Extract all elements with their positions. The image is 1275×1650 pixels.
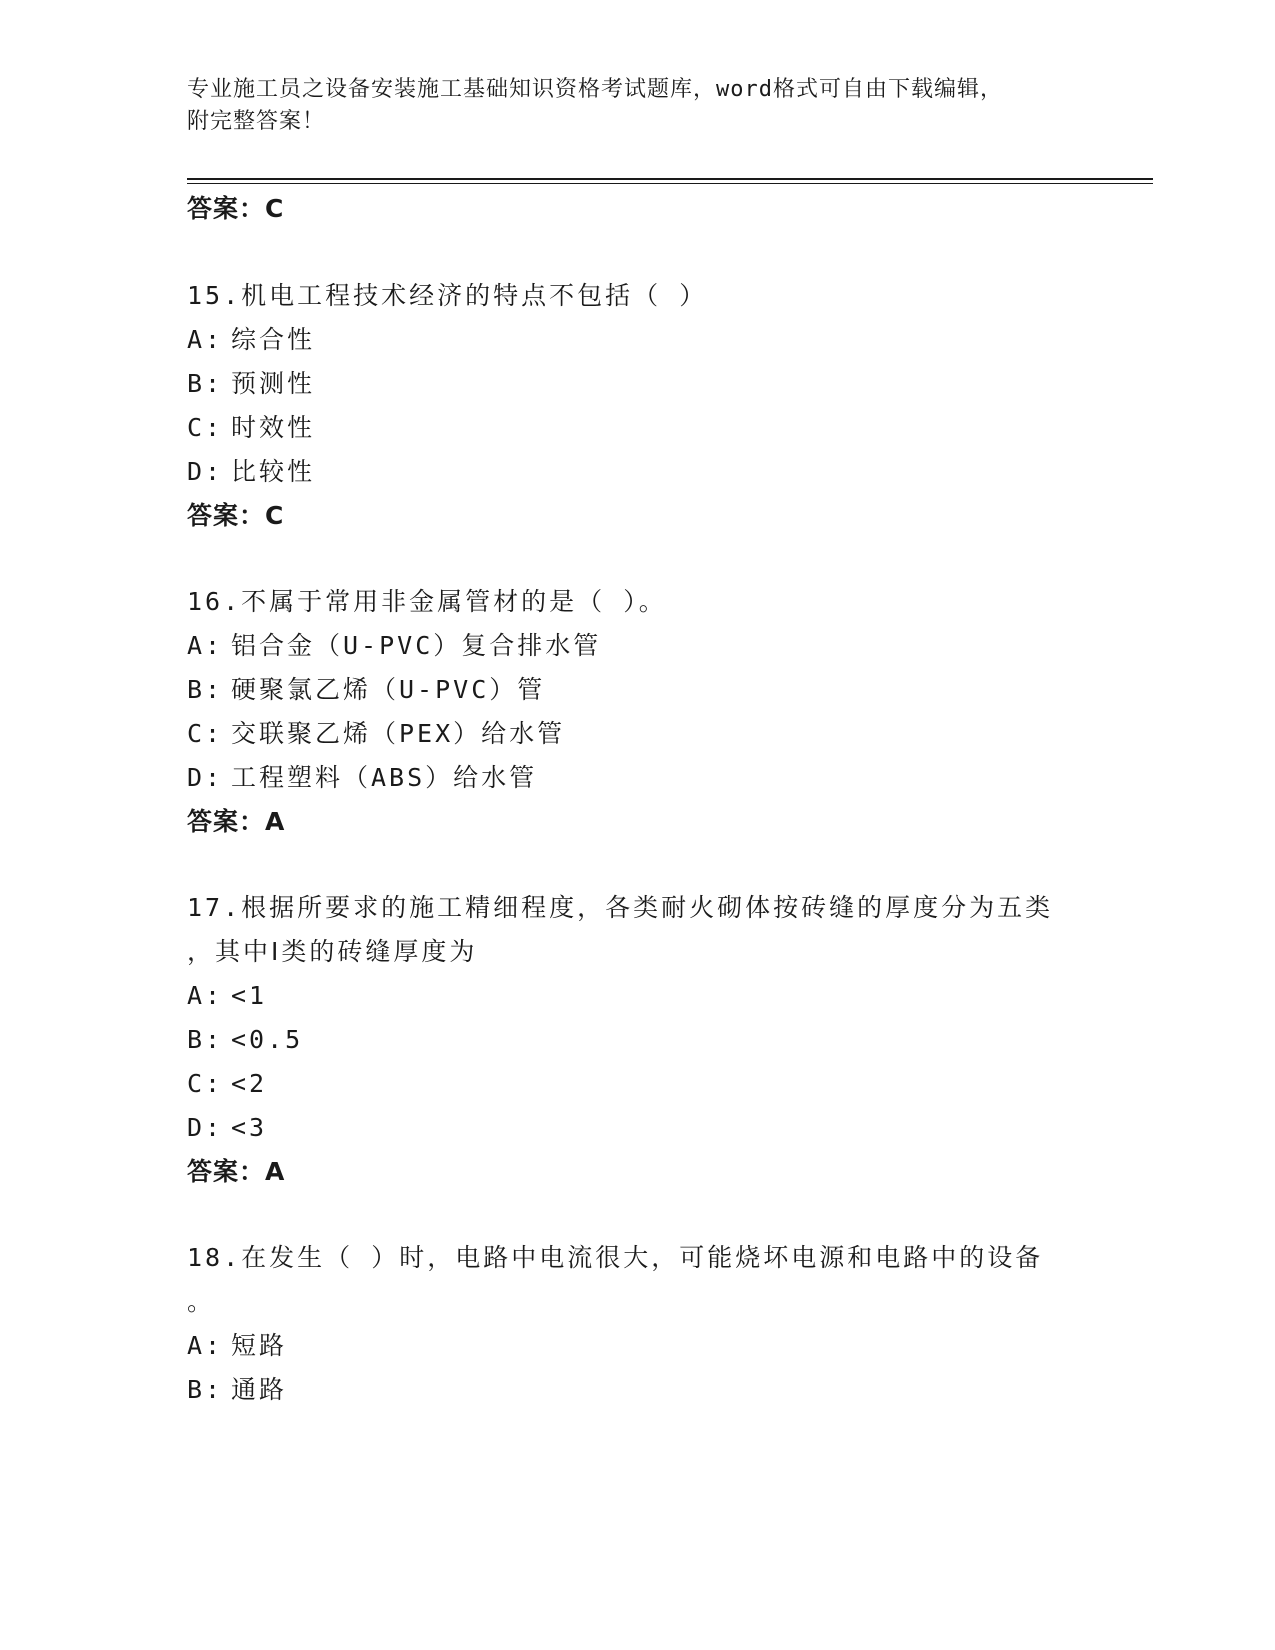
option-letter: A:: [187, 631, 224, 660]
q16-option-a: [187, 630, 601, 662]
question-18-line-1: 18.在发生（ ）时，电路中电流很大，可能烧坏电源和电路中的设备: [187, 1243, 1044, 1272]
q15-option-d: [187, 456, 315, 488]
header-divider-thin: [187, 183, 1153, 184]
option-text: <1: [231, 981, 268, 1010]
q15-option-b: [187, 368, 315, 400]
document-header: [187, 74, 1087, 138]
option-letter: B:: [187, 369, 224, 398]
question-16: 16.不属于常用非金属管材的是（ ）。: [187, 587, 667, 616]
option-letter: A:: [187, 325, 224, 354]
question-18-line-2: 。: [187, 1287, 216, 1316]
option-letter: D:: [187, 1113, 224, 1142]
q18-option-b: [187, 1374, 287, 1406]
option-letter: A:: [187, 1331, 224, 1360]
option-letter: D:: [187, 457, 224, 486]
option-letter: A:: [187, 981, 224, 1010]
option-text: 预测性: [231, 369, 316, 398]
previous-answer: 答案：C: [187, 194, 285, 223]
option-text: 短路: [231, 1331, 288, 1360]
option-text: 硬聚氯乙烯（U-PVC）管: [231, 675, 546, 704]
header-divider-thick: [187, 178, 1153, 180]
question-17-line-1: 17.根据所要求的施工精细程度，各类耐火砌体按砖缝的厚度分为五类: [187, 893, 1054, 922]
option-text: 综合性: [231, 325, 316, 354]
q15-option-c: [187, 412, 315, 444]
option-letter: C:: [187, 413, 224, 442]
option-text: <3: [231, 1113, 268, 1142]
option-letter: B:: [187, 1375, 224, 1404]
question-15: 15.机电工程技术经济的特点不包括（ ）: [187, 281, 708, 310]
option-letter: C:: [187, 1069, 224, 1098]
q17-option-a: [187, 980, 267, 1012]
q17-option-d: [187, 1112, 267, 1144]
option-text: 交联聚乙烯（PEX）给水管: [231, 719, 566, 748]
q16-option-d: [187, 762, 537, 794]
option-letter: D:: [187, 763, 224, 792]
q15-option-a: [187, 324, 315, 356]
q16-option-b: [187, 674, 545, 706]
option-text: <0.5: [231, 1025, 304, 1054]
option-text: 铝合金（U-PVC）复合排水管: [231, 631, 602, 660]
q17-answer: 答案：A: [187, 1157, 286, 1186]
option-text: 时效性: [231, 413, 316, 442]
header-line-2: 附完整答案！: [187, 109, 326, 134]
option-text: 通路: [231, 1375, 288, 1404]
option-text: 工程塑料（ABS）给水管: [231, 763, 538, 792]
q18-option-a: [187, 1330, 287, 1362]
q16-option-c: [187, 718, 565, 750]
option-letter: B:: [187, 675, 224, 704]
q15-answer: 答案：C: [187, 501, 285, 530]
question-17-line-2: ，其中Ⅰ类的砖缝厚度为: [187, 937, 478, 966]
option-text: 比较性: [231, 457, 316, 486]
q17-option-c: [187, 1068, 267, 1100]
option-text: <2: [231, 1069, 268, 1098]
option-letter: C:: [187, 719, 224, 748]
header-line-1: 专业施工员之设备安装施工基础知识资格考试题库，word格式可自由下载编辑，: [187, 77, 1003, 102]
option-letter: B:: [187, 1025, 224, 1054]
q17-option-b: [187, 1024, 303, 1056]
q16-answer: 答案：A: [187, 807, 286, 836]
